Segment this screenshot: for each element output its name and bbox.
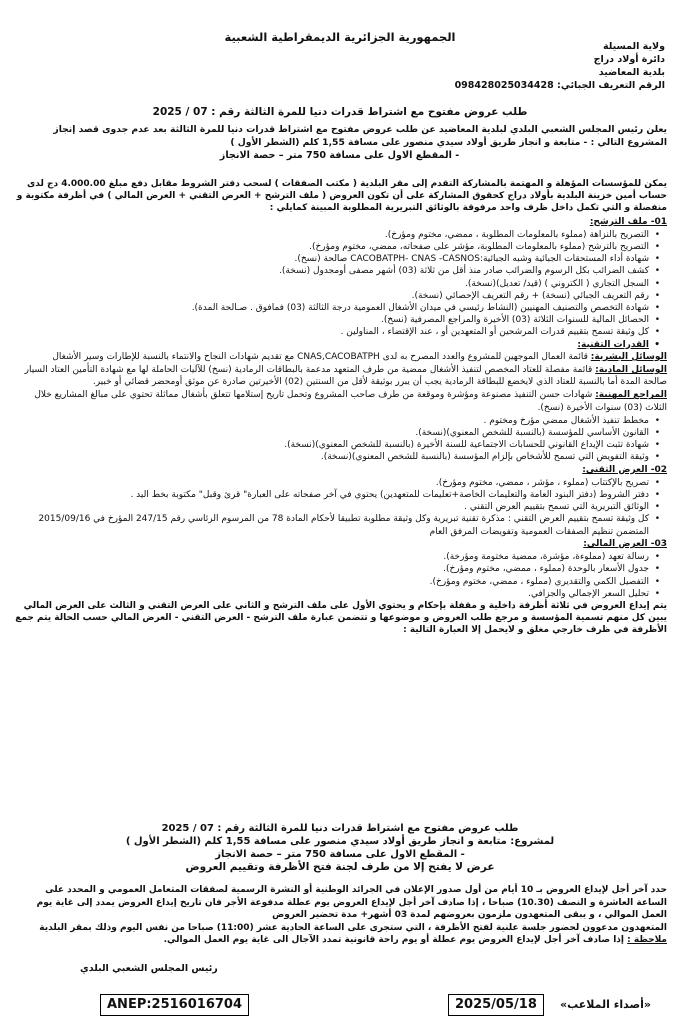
outer-envelope-line1: طلب عروض مفتوح مع اشتراط قدرات دنيا للمرة الثالثة رقم : 07 / 2025 — [161, 823, 519, 834]
intro-line2: - المقطع الاول على مسافة 750 متر – حصة الانجاز — [219, 150, 460, 161]
technical-list — [12, 477, 667, 538]
list-item: • التصريح بالنزاهة (مملوء بالمعلومات المطلوبة ، ممضي، مختوم ومؤرخ). — [12, 229, 649, 241]
professional-refs-label: المراجع المهنية: — [595, 390, 667, 401]
candidacy-list — [12, 229, 667, 351]
republic-heading: الجمهورية الجزائرية الديمقراطية الشعبية — [224, 30, 456, 44]
signature: رئيس المجلس الشعبي البلدي — [80, 963, 218, 974]
human-means-text: قائمة العمال الموجهين للمشروع والعدد المصرح به لدى CNAS,CACOBATPH مع تقديم شهادات النجاح والانتماء بالنسبة للإطارات وسير الأشغال — [52, 351, 588, 362]
section-technical-title: 02- العرض التقني: — [582, 464, 667, 475]
tender-title: طلب عروض مفتوح مع اشتراط قدرات دنيا للمرة الثالثة رقم : 07 / 2025 — [152, 106, 528, 118]
tax-id-value: 098428025034428 — [454, 80, 554, 91]
list-item: • التصريح بالترشح (مملوء بالمعلومات المطلوبة، مؤشر على صفحاته، ممضي، مختوم ومؤرخ). — [12, 241, 649, 253]
list-item: • رقم التعريف الجبائي (نسخة) + رقم التعريف الإحصائي (نسخة). — [12, 290, 649, 302]
financial-list — [12, 551, 667, 600]
newspaper-name: «أصداء الملاعب» — [560, 998, 651, 1011]
list-item: • رسالة تعهد (مملوءة، مؤشرة، ممضية مختومة ومؤرخة). — [12, 551, 649, 563]
opening-text: المتعهدون مدعوون لحضور جلسة علنية لفتح الأظرفة ، التي ستجرى على الساعة الحادية عشر (11:00) صباحا من نفس اليوم وذلك بمقر البلدية — [39, 922, 667, 933]
list-item: • الوثائق التبريرية التي تسمح بتقييم العرض التقني . — [12, 501, 649, 513]
closing-block — [12, 884, 667, 947]
list-item: • القانون الأساسي للمؤسسة (بالنسبة للشخص المعنوي)(نسخة). — [12, 427, 649, 439]
commune: بلدية المعاضيد — [598, 67, 665, 78]
conditions-paragraph: يمكن للمؤسسات المؤهلة و المهتمة بالمشاركة التقدم إلى مقر البلدية ( مكتب الصفقات ) لسحب دفتر الشروط مقابل دفع مبلغ 4.000.00 دج لدى حساب أمين خزينة البلدية بأولاد دراج كحقوق المشاركة على أن تكون العروض ( ملف الترشح + العرض التقني + العرض المالي ) في أظرفة مكتوبة و منفصلة و التي تكمل داخل ظرف واحد مرفوقة بالوثائق التبريرية المطلوبة المبينة كمايلي : — [16, 179, 667, 214]
refs-list — [12, 415, 667, 464]
material-means-text: قائمة مفصلة للعتاد المخصص لتنفيذ الأشغال ممضية من طرف المتعهد مدعمة بالبطاقات الرمادية (نسخ) للآليات الحاملة لها مع شهادة التأمين العتاد السيار صالحة المدة أما بالنسبة للعتاد الذي لايخضع للبطاقة الرمادية يجب أن يبرر بوثيقة لأقل من السنتين (02) الأخيرتين صادرة عن موثق أومحضر قضائي أو خبير. — [24, 365, 667, 388]
list-item: • تحليل السعر الإجمالي والجزافي. — [12, 588, 649, 600]
list-item: • وثيقة التفويض التي تسمح للأشخاص بإلزام المؤسسة (بالنسبة للشخص المعنوي)(نسخة). — [12, 451, 649, 463]
note-label: ملاحظة : — [627, 935, 667, 945]
conditions-body — [12, 178, 667, 638]
footer — [0, 990, 677, 1024]
section-candidacy-title: 01- ملف الترشح: — [589, 216, 667, 227]
outer-envelope-line4: عرض لا يفتح إلا من طرف لجنة فتح الأظرفة وتقييم العروض — [185, 861, 495, 873]
envelopes-paragraph: يتم إيداع العروض في ثلاثة أظرفة داخلية و مقفلة بإحكام و يحتوي الأول على ملف الترشح و الثاني على العرض التقني و الثالث على العرض المالي يبين كل منهم تسمية المؤسسة و مرجع طلب العروض و موضوعها و تتضمن عبارة ملف الترشح - العرض التقني - العرض المالي حسب الحالة يتم جمع الأظرفة في ظرف خارجي مغلق و لايحمل إلا العبارة التالية : — [15, 600, 667, 636]
professional-refs-text: شهادات حسن التنفيذ مصنوعة ومؤشرة وموقعة من طرف صاحب المشروع وتحمل تاريخ إستلامها تتعلق بأشغال مماثلة تحتوي على مبالغ المشاريع خلال الثلاث (03) سنوات الأخيرة (نسخ). — [34, 390, 667, 413]
tax-id-label: الرقم التعريف الجبائي: — [557, 80, 665, 91]
list-item: • السجل التجاري ( الكتروني ) (قيد/ تعديل)(نسخة). — [12, 278, 649, 290]
professional-refs — [12, 389, 667, 413]
list-item: • جدول الأسعار بالوحدة (مملوء ، ممضي، مختوم ومؤرخ). — [12, 563, 649, 575]
section-financial-title: 03- العرض المالي: — [583, 538, 667, 549]
list-item: • شهادة تثبت الإيداع القانوني للحسابات الاجتماعية للسنة الأخيرة (بالنسبة للشخص المعنوي)(نسخة). — [12, 439, 649, 451]
publication-date: 2025/05/18 — [448, 994, 544, 1016]
tender-intro — [12, 124, 667, 162]
human-means — [12, 351, 667, 363]
daira: دائرة أولاد دراج — [593, 54, 665, 65]
intro-text: يعلن رئيس المجلس الشعبي البلدي لبلدية المعاضيد عن طلب عروض مفتوح مع اشتراط قدرات دنيا للمرة الثالثة بعد عدم جدوى قصد إنجاز المشروع التالي : - متابعة و انجاز طريق أولاد سيدي منصور على مسافة 1,55 كلم (الشطر الأول ) — [53, 124, 667, 148]
list-item: • شهادة التخصص والتصنيف المهنيين (النشاط رئيسي في ميدان الأشغال العمومية درجة الثالثة (03) فمافوق . صـالحة المدة). — [12, 302, 649, 314]
outer-envelope-line3: - المقطع الاول على مسافة 750 متر – حصة الانجاز — [215, 849, 465, 860]
list-item: • التفصيل الكمي والتقديري (مملوء ، ممضي، مختوم ومؤرخ). — [12, 576, 649, 588]
outer-envelope-block — [40, 822, 640, 873]
material-means — [12, 364, 667, 388]
list-item: • مخطط تنفيذ الأشغال ممضي مؤرخ ومختوم . — [12, 415, 649, 427]
note — [12, 934, 667, 947]
issuer-block — [425, 40, 665, 92]
list-item: • دفتر الشروط (دفتر البنود العامة والتعليمات الخاصة+تعليمات للمتعهدين) يحتوي في آخر صفحاته على العبارة" قرئ وقبل" مكتوبة بخط اليد . — [12, 489, 649, 501]
list-item: • الحصائل المالية للسنوات الثلاثة (03) الأخيرة والمراجع المصرفية (نسخ). — [12, 314, 649, 326]
capacities-title: • القدرات التقنية: — [12, 339, 649, 351]
anep-number: ANEP:2516016704 — [100, 994, 249, 1016]
list-item: • كل وثيقة تسمح بتقييم العرض التقني : مذكرة تقنية تبريرية وكل وثيقة مطلوبة تطبيقا لأحكام المادة 78 من المرسوم الرئاسي رقم 247/15 المؤرخ في 2015/09/16 المتضمن تنظيم الصفقات العمومية وتفويضات المرفق العام — [12, 513, 649, 537]
wilaya: ولاية المسيلة — [603, 41, 665, 52]
outer-envelope-line2: لمشروع: متابعة و انجاز طريق أولاد سيدي منصور على مسافة 1,55 كلم (الشطر الأول ) — [125, 836, 555, 847]
list-item: • شهادة أداء المستحقات الجبائية وشبه الجبائية:CACOBATPH- CNAS -CASNOS صالحة (نسخ). — [12, 253, 649, 265]
human-means-label: الوسائل البشرية: — [590, 351, 667, 362]
material-means-label: الوسائل المادية: — [595, 365, 667, 376]
list-item: • تصريح بالإكتتاب (مملوء ، مؤشر ، ممضي، مختوم ومؤرخ). — [12, 477, 649, 489]
list-item: • كل وثيقة تسمح بتقييم قدرات المرشحين أو المتعهدين أو ، عند الإقتضاء ، المناولين . — [12, 326, 649, 338]
note-text: إذا صادف آخر أجل لإيداع العروض يوم عطلة أو يوم راحة قانونية تمدد الآجال الى غاية يوم العمل الموالي. — [163, 935, 624, 945]
tax-id — [425, 79, 665, 92]
list-item: • كشف الضرائب بكل الرسوم والضرائب صادر منذ أقل من ثلاثة (03) أشهر مصفى أومجدول (نسخة). — [12, 265, 649, 277]
deadline-text: حدد آخر أجل لإيداع العروض بـ 10 أيام من أول صدور الإعلان في الجرائد الوطنية أو النشرة الرسمية لصفقات المتعامل العمومي و المحدد على الساعة العاشرة و النصف (10.30) صباحا ، إذا صادف آخر أجل لإيداع العروض يوم عطلة مدفوعة الأجر فان تاريخ إيداع العروض يمدد إلى غاية يوم العمل الموالي ، و يبقى المتعهدون ملزمون بعروضهم لمدة 03 أشهر+ مدة تحضير العروض — [36, 885, 667, 920]
